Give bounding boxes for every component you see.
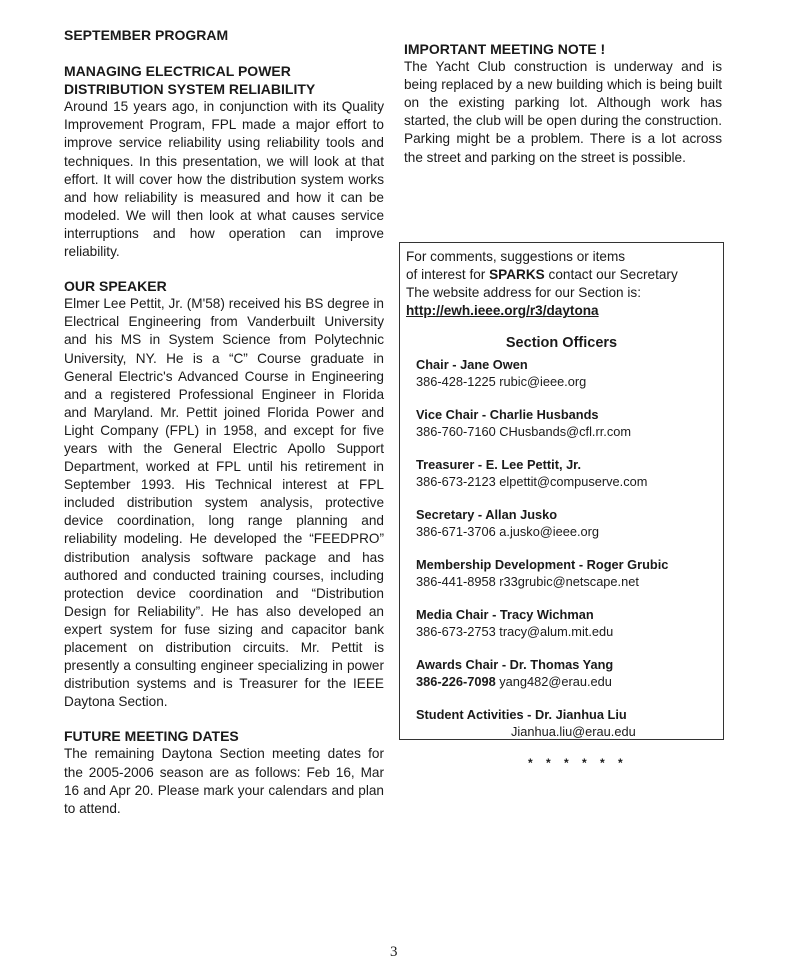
officer-role: Awards Chair - Dr. Thomas Yang (416, 657, 614, 673)
officer-entry (416, 556, 717, 590)
officer-entry (416, 456, 717, 490)
officer-role: Membership Development - Roger Grubic (416, 557, 669, 573)
talk-title-line1: MANAGING ELECTRICAL POWER (64, 63, 291, 80)
contact-box (399, 242, 724, 740)
officer-role: Vice Chair - Charlie Husbands (416, 407, 599, 423)
officer-role: Treasurer - E. Lee Pettit, Jr. (416, 457, 582, 473)
meeting-note-heading: IMPORTANT MEETING NOTE ! (404, 41, 606, 57)
talk-description: Around 15 years ago, in conjunction with its Quality Improvement Program, FPL made a major effort to improve service reliability using reliability tools and techniques. In this presentation, we will look at that effort. It will cover how the distribution system works and how reliability is measured and how it can be modeled. We will then look at what causes service interruptions and how operation can improve reliability. (64, 99, 384, 260)
officer-email: tracy@alum.mit.edu (499, 624, 614, 640)
officer-email: rubic@ieee.org (499, 374, 587, 390)
meeting-note-body: The Yacht Club construction is underway and is being replaced by a new building which is being built on the existing parking lot. Although work has started, the club will be open during the construction. Parking might be a problem. There is a lot across the street and parking on the street is possible. (404, 59, 722, 165)
officers-title: Section Officers (505, 335, 618, 352)
officer-entry (416, 706, 717, 740)
talk-title-line2: DISTRIBUTION SYSTEM RELIABILITY (64, 81, 316, 98)
officer-entry (416, 406, 717, 440)
left-column (64, 26, 384, 818)
officer-phone: 386-673-2753 (416, 624, 496, 640)
speaker-heading: OUR SPEAKER (64, 278, 167, 295)
officer-contact (416, 423, 717, 440)
officer-email: a.jusko@ieee.org (499, 524, 600, 540)
officer-phone: 386-673-2123 (416, 474, 496, 490)
officer-contact (416, 523, 717, 540)
contact-line2: of interest for SPARKS contact our Secretary (406, 267, 678, 283)
officer-entry (416, 356, 717, 390)
officer-email: elpettit@compuserve.com (499, 474, 648, 490)
officer-email: Jianhua.liu@erau.edu (511, 724, 636, 740)
officer-role: Secretary - Allan Jusko (416, 507, 558, 523)
program-label: SEPTEMBER PROGRAM (64, 27, 229, 43)
officer-role: Chair - Jane Owen (416, 357, 528, 373)
officer-role: Student Activities - Dr. Jianhua Liu (416, 707, 627, 723)
sparks-name: SPARKS (489, 267, 545, 283)
contact-line1: For comments, suggestions or items (406, 249, 626, 264)
future-dates-heading: FUTURE MEETING DATES (64, 728, 239, 745)
officer-contact (416, 473, 717, 490)
officer-contact (416, 373, 717, 390)
officer-entry (416, 656, 717, 690)
officer-email: CHusbands@cfl.rr.com (499, 424, 632, 440)
officer-phone: 386-760-7160 (416, 424, 496, 440)
future-dates-body: The remaining Daytona Section meeting dates for the 2005-2006 season are as follows: Feb 16, Mar 16 and Apr 20. Please mark your calendars and plan to attend. (64, 746, 384, 816)
speaker-bio: Elmer Lee Pettit, Jr. (M'58) received his BS degree in Electrical Engineering from Vanderbuilt University and his MS in System Science from Polytechnic University, NY. He is a “C” Course graduate in General Electric's Advanced Course in Engineering and a registered Professional Engineer in Florida and Maryland. Mr. Pettit joined Florida Power and Light Company (FPL) in 1958, and except for five years with the General Electric Apollo Support Department, worked at FPL until his retirement in September 1993. His Technical interest at FPL included distribution system analysis, protective device coordination, long range planning and reliability modeling. He developed the “FEEDPRO” distribution analysis software package and has authored and conducted training courses, including protection device coordination and “Distribution Design for Reliability”. He has also developed an expert system for fuse sizing and capacitor bank placement on distribution circuits. Mr. Pettit is presently a consulting engineer specializing in power distribution systems and is Treasurer for the IEEE Daytona Section. (64, 296, 384, 710)
officer-contact (416, 623, 717, 640)
officer-phone: 386-671-3706 (416, 524, 496, 540)
officer-phone: 386-428-1225 (416, 374, 496, 390)
officer-phone: 386-226-7098 (416, 674, 496, 690)
officer-role: Media Chair - Tracy Wichman (416, 607, 594, 623)
officer-contact (416, 673, 717, 690)
officer-entry (416, 506, 717, 540)
officer-contact (416, 573, 717, 590)
officer-email: yang482@erau.edu (499, 674, 612, 690)
officer-phone: 386-441-8958 (416, 574, 496, 590)
right-column (404, 40, 722, 167)
officer-entry (416, 606, 717, 640)
contact-line3: The website address for our Section is: (406, 285, 641, 301)
page-number: 3 (390, 944, 398, 960)
website-link[interactable]: http://ewh.ieee.org/r3/daytona (406, 303, 599, 319)
officer-email: r33grubic@netscape.net (499, 574, 639, 590)
section-divider-stars: * * * * * * (528, 756, 628, 770)
